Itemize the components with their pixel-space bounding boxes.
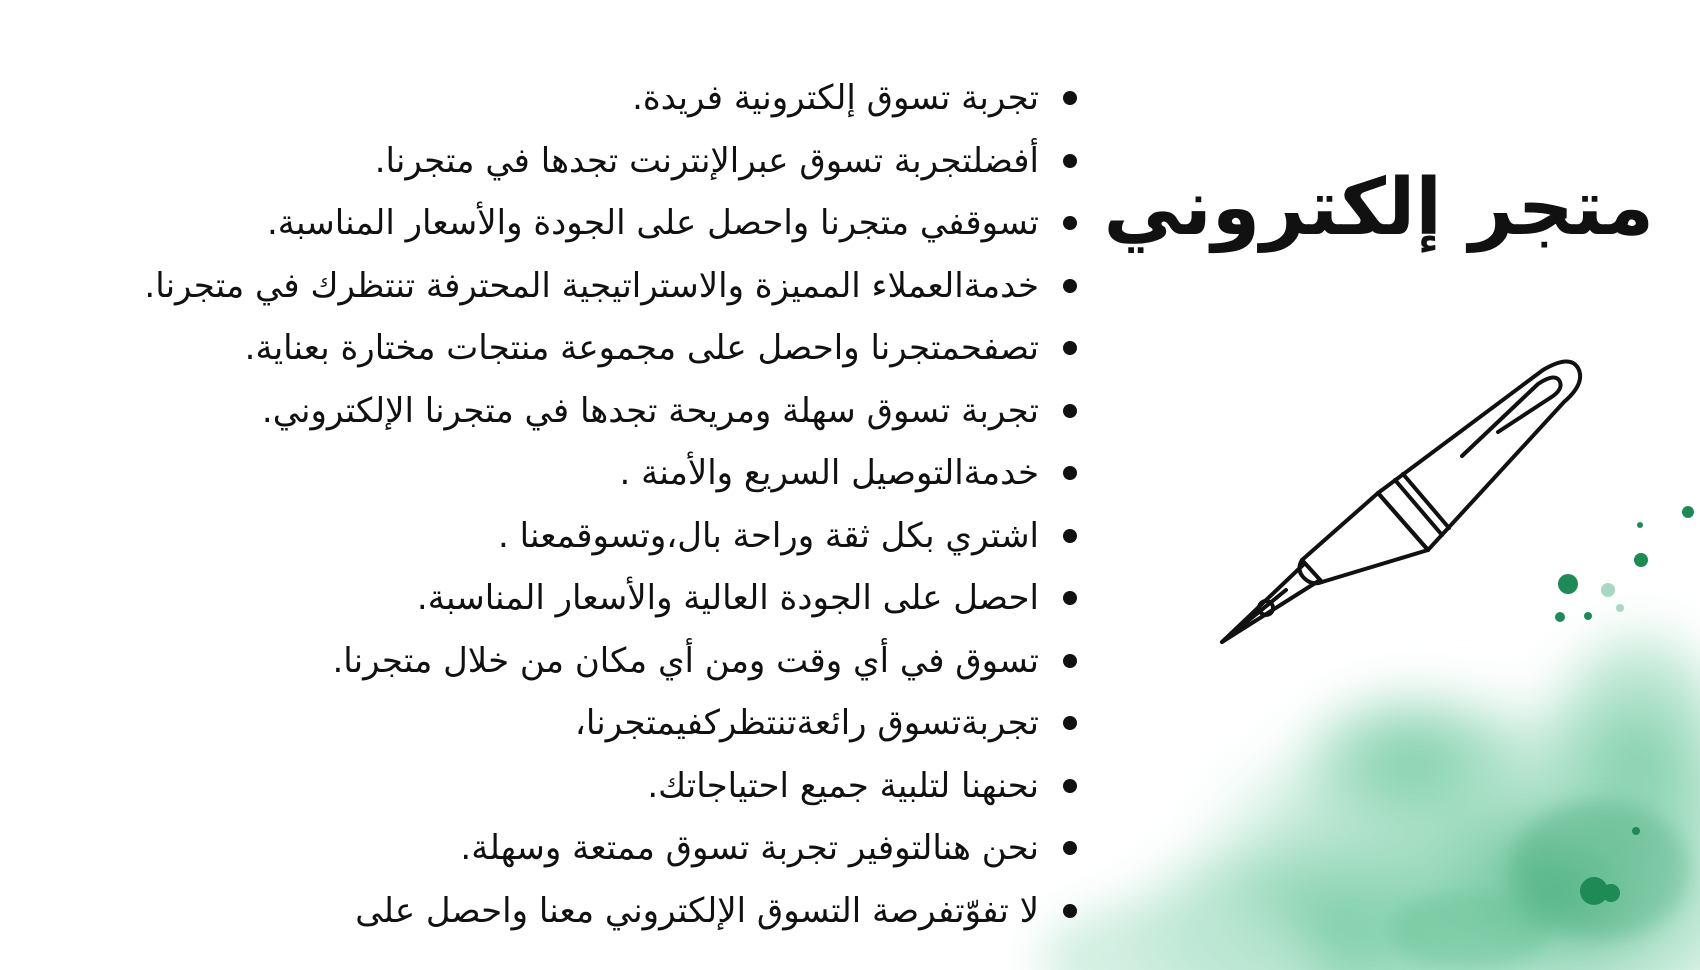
list-item: احصل على الجودة العالية والأسعار المناسبة.	[20, 567, 1083, 630]
bullet-list	[20, 67, 1083, 942]
list-item: لا تفوّتفرصة التسوق الإلكتروني معنا واحصل على	[20, 880, 1083, 943]
list-item: تسوقفي متجرنا واحصل على الجودة والأسعار المناسبة.	[20, 192, 1083, 255]
list-item: نحن هنالتوفير تجربة تسوق ممتعة وسهلة.	[20, 817, 1083, 880]
list-item: تجربة تسوق سهلة ومريحة تجدها في متجرنا الإلكتروني.	[20, 380, 1083, 443]
list-item: تصفحمتجرنا واحصل على مجموعة منتجات مختارة بعناية.	[20, 317, 1083, 380]
list-item: تسوق في أي وقت ومن أي مكان من خلال متجرنا.	[20, 630, 1083, 693]
slide-title: متجر إلكتروني	[1103, 163, 1654, 253]
list-item: أفضلتجربة تسوق عبرالإنترنت تجدها في متجرنا.	[20, 130, 1083, 193]
list-item: تجربةتسوق رائعةتنتظركفيمتجرنا،	[20, 692, 1083, 755]
list-item: اشتري بكل ثقة وراحة بال،وتسوقمعنا .	[20, 505, 1083, 568]
list-item: خدمةالتوصيل السريع والأمنة .	[20, 442, 1083, 505]
list-item: خدمةالعملاء المميزة والاستراتيجية المحترفة تنتظرك في متجرنا.	[20, 255, 1083, 318]
fountain-pen-icon	[1200, 350, 1610, 660]
list-item: تجربة تسوق إلكترونية فريدة.	[20, 67, 1083, 130]
list-item: نحنهنا لتلبية جميع احتياجاتك.	[20, 755, 1083, 818]
